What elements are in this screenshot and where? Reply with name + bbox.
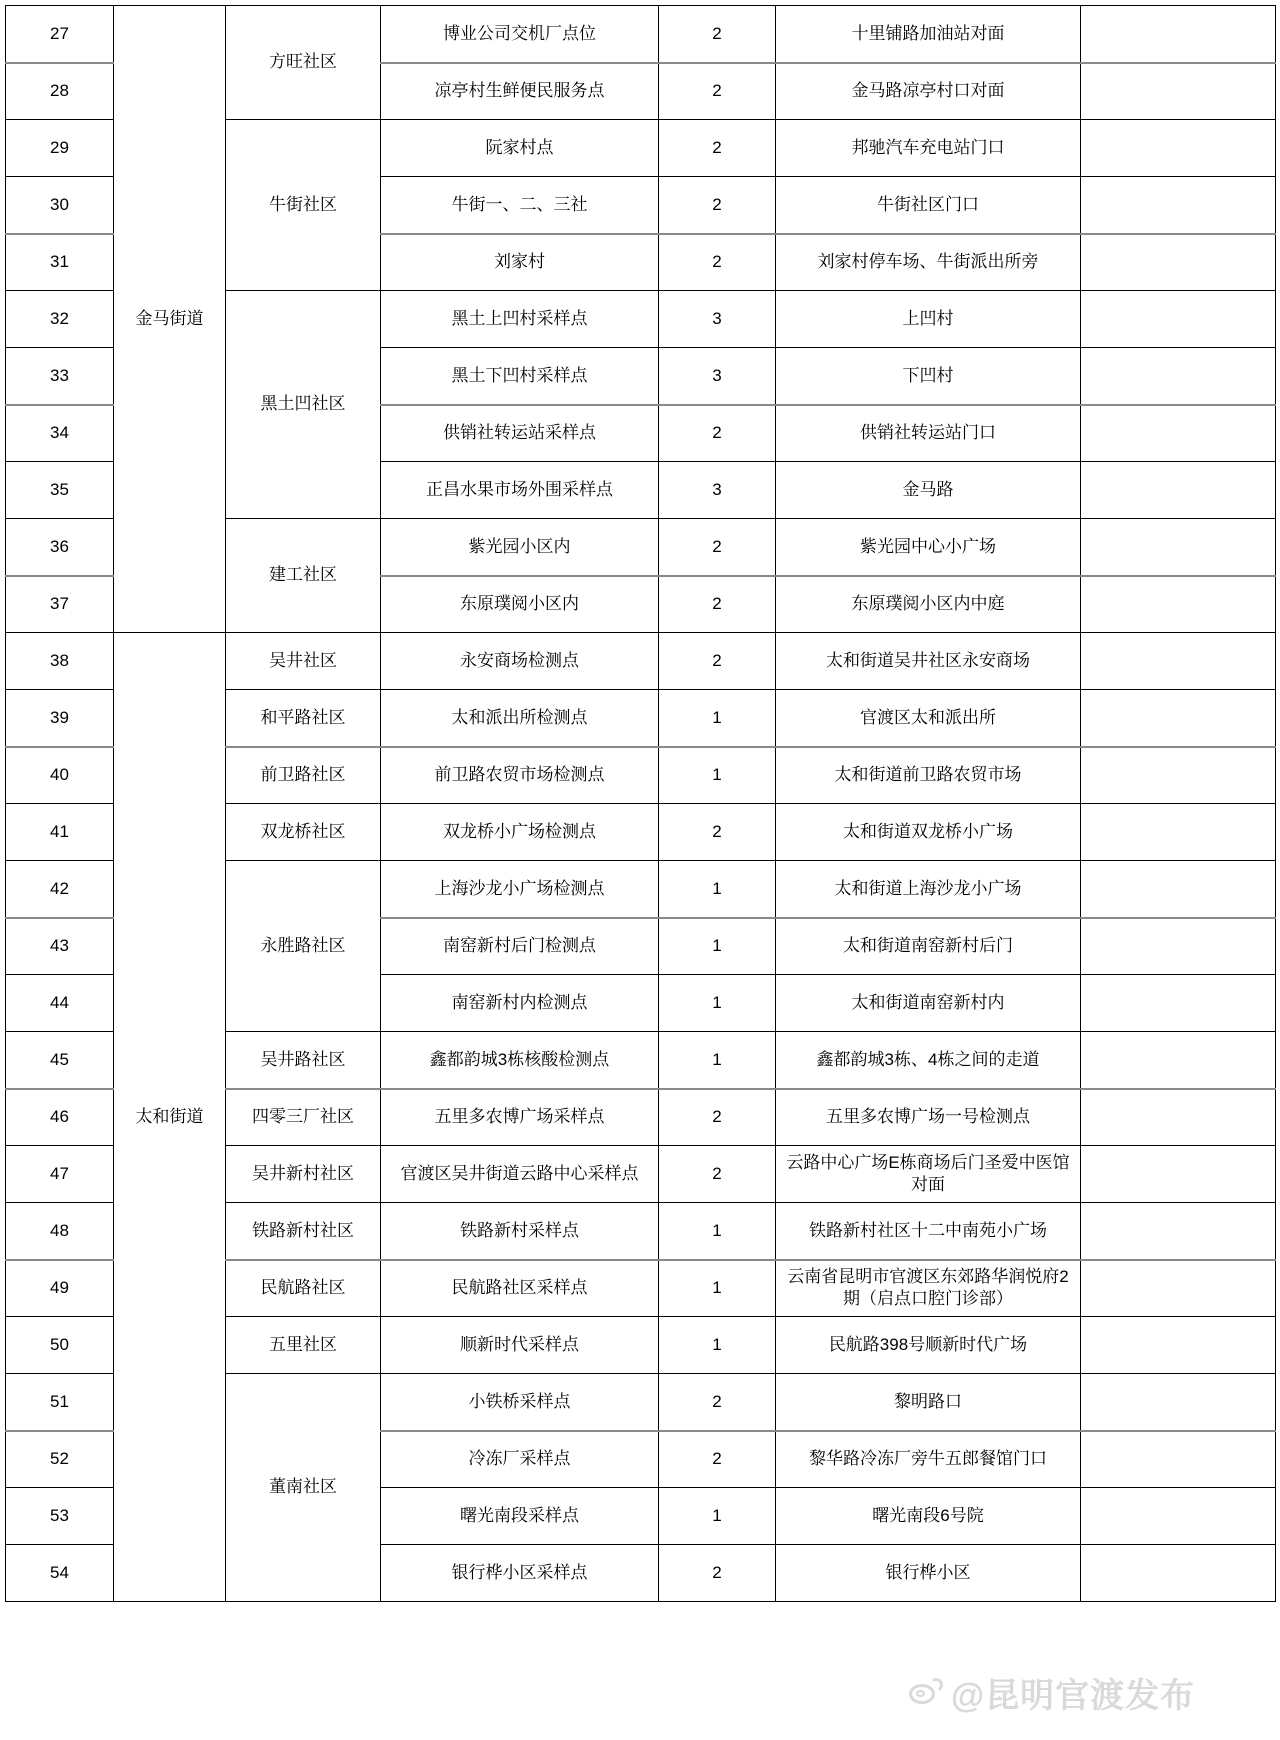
site-count: 3 bbox=[659, 348, 776, 405]
row-number: 49 bbox=[6, 1260, 114, 1317]
note-cell bbox=[1081, 861, 1276, 918]
note-cell bbox=[1081, 1488, 1276, 1545]
note-cell bbox=[1081, 1431, 1276, 1488]
site-name: 曙光南段采样点 bbox=[381, 1488, 659, 1545]
row-number: 45 bbox=[6, 1032, 114, 1089]
community-cell-niujie: 牛街社区 bbox=[226, 120, 381, 291]
site-name: 永安商场检测点 bbox=[381, 633, 659, 690]
row-number: 47 bbox=[6, 1146, 114, 1203]
site-name: 黑土上凹村采样点 bbox=[381, 291, 659, 348]
site-count: 1 bbox=[659, 861, 776, 918]
site-count: 2 bbox=[659, 1146, 776, 1203]
note-cell bbox=[1081, 1032, 1276, 1089]
site-name: 南窑新村后门检测点 bbox=[381, 918, 659, 975]
community-cell-jiangong: 建工社区 bbox=[226, 519, 381, 633]
site-address: 东原璞阅小区内中庭 bbox=[776, 576, 1081, 633]
note-cell bbox=[1081, 1203, 1276, 1260]
site-name: 铁路新村采样点 bbox=[381, 1203, 659, 1260]
site-address: 官渡区太和派出所 bbox=[776, 690, 1081, 747]
note-cell bbox=[1081, 462, 1276, 519]
site-address: 太和街道南窑新村后门 bbox=[776, 918, 1081, 975]
row-number: 29 bbox=[6, 120, 114, 177]
site-count: 2 bbox=[659, 1431, 776, 1488]
community-cell-wuli: 五里社区 bbox=[226, 1317, 381, 1374]
note-cell bbox=[1081, 975, 1276, 1032]
note-cell bbox=[1081, 1317, 1276, 1374]
community-cell-wujing: 吴井社区 bbox=[226, 633, 381, 690]
community-cell-shuanglongqiao: 双龙桥社区 bbox=[226, 804, 381, 861]
note-cell bbox=[1081, 1545, 1276, 1602]
street-cell-jinma: 金马街道 bbox=[114, 6, 226, 633]
row-number: 28 bbox=[6, 63, 114, 120]
site-count: 1 bbox=[659, 975, 776, 1032]
community-cell-dongnan: 董南社区 bbox=[226, 1374, 381, 1602]
site-name: 上海沙龙小广场检测点 bbox=[381, 861, 659, 918]
row-number: 30 bbox=[6, 177, 114, 234]
row-number: 54 bbox=[6, 1545, 114, 1602]
note-cell bbox=[1081, 6, 1276, 63]
site-count: 2 bbox=[659, 633, 776, 690]
site-name: 太和派出所检测点 bbox=[381, 690, 659, 747]
site-name: 南窑新村内检测点 bbox=[381, 975, 659, 1032]
site-name: 五里多农博广场采样点 bbox=[381, 1089, 659, 1146]
note-cell bbox=[1081, 576, 1276, 633]
row-number: 37 bbox=[6, 576, 114, 633]
community-cell-wujinglu: 吴井路社区 bbox=[226, 1032, 381, 1089]
row-number: 27 bbox=[6, 6, 114, 63]
row-number: 42 bbox=[6, 861, 114, 918]
site-address: 太和街道前卫路农贸市场 bbox=[776, 747, 1081, 804]
site-address: 紫光园中心小广场 bbox=[776, 519, 1081, 576]
note-cell bbox=[1081, 804, 1276, 861]
site-count: 1 bbox=[659, 1317, 776, 1374]
site-address: 五里多农博广场一号检测点 bbox=[776, 1089, 1081, 1146]
community-cell-heituwa: 黑土凹社区 bbox=[226, 291, 381, 519]
row-number: 41 bbox=[6, 804, 114, 861]
community-cell-yongshenglu: 永胜路社区 bbox=[226, 861, 381, 1032]
site-name: 牛街一、二、三社 bbox=[381, 177, 659, 234]
site-address: 黎明路口 bbox=[776, 1374, 1081, 1431]
site-name: 顺新时代采样点 bbox=[381, 1317, 659, 1374]
community-cell-tieluxincun: 铁路新村社区 bbox=[226, 1203, 381, 1260]
note-cell bbox=[1081, 234, 1276, 291]
row-number: 33 bbox=[6, 348, 114, 405]
site-count: 2 bbox=[659, 1089, 776, 1146]
site-count: 3 bbox=[659, 462, 776, 519]
note-cell bbox=[1081, 1260, 1276, 1317]
site-count: 2 bbox=[659, 576, 776, 633]
note-cell bbox=[1081, 1374, 1276, 1431]
site-name: 正昌水果市场外围采样点 bbox=[381, 462, 659, 519]
street-cell-taihe: 太和街道 bbox=[114, 633, 226, 1602]
note-cell bbox=[1081, 177, 1276, 234]
site-count: 2 bbox=[659, 234, 776, 291]
site-address: 金马路 bbox=[776, 462, 1081, 519]
site-address: 铁路新村社区十二中南苑小广场 bbox=[776, 1203, 1081, 1260]
site-address: 太和街道南窑新村内 bbox=[776, 975, 1081, 1032]
note-cell bbox=[1081, 918, 1276, 975]
site-address: 云路中心广场E栋商场后门圣爱中医馆对面 bbox=[776, 1146, 1081, 1203]
row-number: 53 bbox=[6, 1488, 114, 1545]
site-count: 1 bbox=[659, 1488, 776, 1545]
site-name: 前卫路农贸市场检测点 bbox=[381, 747, 659, 804]
note-cell bbox=[1081, 63, 1276, 120]
site-name: 银行桦小区采样点 bbox=[381, 1545, 659, 1602]
site-name: 阮家村点 bbox=[381, 120, 659, 177]
table-row bbox=[6, 6, 1276, 63]
note-cell bbox=[1081, 1146, 1276, 1203]
row-number: 43 bbox=[6, 918, 114, 975]
community-cell-hepinglu: 和平路社区 bbox=[226, 690, 381, 747]
community-cell-minhanglu: 民航路社区 bbox=[226, 1260, 381, 1317]
weibo-watermark bbox=[905, 1668, 1195, 1717]
site-name: 博业公司交机厂点位 bbox=[381, 6, 659, 63]
site-address: 太和街道双龙桥小广场 bbox=[776, 804, 1081, 861]
site-address: 民航路398号顺新时代广场 bbox=[776, 1317, 1081, 1374]
site-name: 刘家村 bbox=[381, 234, 659, 291]
row-number: 52 bbox=[6, 1431, 114, 1488]
site-count: 1 bbox=[659, 690, 776, 747]
community-cell-wujingxincun: 吴井新村社区 bbox=[226, 1146, 381, 1203]
site-address: 金马路凉亭村口对面 bbox=[776, 63, 1081, 120]
row-number: 39 bbox=[6, 690, 114, 747]
site-address: 下凹村 bbox=[776, 348, 1081, 405]
row-number: 32 bbox=[6, 291, 114, 348]
site-name: 供销社转运站采样点 bbox=[381, 405, 659, 462]
site-address: 云南省昆明市官渡区东郊路华润悦府2期（启点口腔门诊部） bbox=[776, 1260, 1081, 1317]
site-count: 2 bbox=[659, 63, 776, 120]
site-address: 邦驰汽车充电站门口 bbox=[776, 120, 1081, 177]
note-cell bbox=[1081, 747, 1276, 804]
site-count: 2 bbox=[659, 177, 776, 234]
site-name: 黑土下凹村采样点 bbox=[381, 348, 659, 405]
table-row bbox=[6, 633, 1276, 690]
community-cell-siling3chang: 四零三厂社区 bbox=[226, 1089, 381, 1146]
site-address: 曙光南段6号院 bbox=[776, 1488, 1081, 1545]
row-number: 36 bbox=[6, 519, 114, 576]
site-address: 太和街道上海沙龙小广场 bbox=[776, 861, 1081, 918]
site-count: 1 bbox=[659, 918, 776, 975]
row-number: 40 bbox=[6, 747, 114, 804]
note-cell bbox=[1081, 405, 1276, 462]
site-address: 供销社转运站门口 bbox=[776, 405, 1081, 462]
site-address: 十里铺路加油站对面 bbox=[776, 6, 1081, 63]
site-address: 上凹村 bbox=[776, 291, 1081, 348]
row-number: 34 bbox=[6, 405, 114, 462]
site-name: 凉亭村生鲜便民服务点 bbox=[381, 63, 659, 120]
site-name: 官渡区吴井街道云路中心采样点 bbox=[381, 1146, 659, 1203]
note-cell bbox=[1081, 519, 1276, 576]
note-cell bbox=[1081, 120, 1276, 177]
site-count: 2 bbox=[659, 405, 776, 462]
site-count: 1 bbox=[659, 1032, 776, 1089]
community-cell-qianweilu: 前卫路社区 bbox=[226, 747, 381, 804]
site-name: 双龙桥小广场检测点 bbox=[381, 804, 659, 861]
note-cell bbox=[1081, 633, 1276, 690]
site-count: 3 bbox=[659, 291, 776, 348]
site-address: 银行桦小区 bbox=[776, 1545, 1081, 1602]
site-address: 刘家村停车场、牛街派出所旁 bbox=[776, 234, 1081, 291]
weibo-logo-icon bbox=[905, 1678, 945, 1708]
site-address: 鑫都韵城3栋、4栋之间的走道 bbox=[776, 1032, 1081, 1089]
community-cell-fangwang: 方旺社区 bbox=[226, 6, 381, 120]
table-body bbox=[6, 6, 1276, 1602]
row-number: 35 bbox=[6, 462, 114, 519]
site-count: 2 bbox=[659, 519, 776, 576]
note-cell bbox=[1081, 1089, 1276, 1146]
site-count: 2 bbox=[659, 1545, 776, 1602]
note-cell bbox=[1081, 348, 1276, 405]
site-address: 牛街社区门口 bbox=[776, 177, 1081, 234]
site-name: 小铁桥采样点 bbox=[381, 1374, 659, 1431]
site-count: 1 bbox=[659, 1260, 776, 1317]
row-number: 48 bbox=[6, 1203, 114, 1260]
site-count: 2 bbox=[659, 120, 776, 177]
site-name: 鑫都韵城3栋核酸检测点 bbox=[381, 1032, 659, 1089]
site-name: 民航路社区采样点 bbox=[381, 1260, 659, 1317]
site-address: 太和街道吴井社区永安商场 bbox=[776, 633, 1081, 690]
row-number: 38 bbox=[6, 633, 114, 690]
row-number: 44 bbox=[6, 975, 114, 1032]
site-name: 东原璞阅小区内 bbox=[381, 576, 659, 633]
site-count: 2 bbox=[659, 6, 776, 63]
sampling-site-table bbox=[5, 5, 1276, 1602]
site-count: 2 bbox=[659, 1374, 776, 1431]
row-number: 51 bbox=[6, 1374, 114, 1431]
site-count: 1 bbox=[659, 1203, 776, 1260]
site-name: 冷冻厂采样点 bbox=[381, 1431, 659, 1488]
row-number: 50 bbox=[6, 1317, 114, 1374]
site-count: 2 bbox=[659, 804, 776, 861]
row-number: 31 bbox=[6, 234, 114, 291]
site-address: 黎华路冷冻厂旁牛五郎餐馆门口 bbox=[776, 1431, 1081, 1488]
site-count: 1 bbox=[659, 747, 776, 804]
row-number: 46 bbox=[6, 1089, 114, 1146]
watermark-text: @昆明官渡发布 bbox=[951, 1677, 1196, 1715]
site-name: 紫光园小区内 bbox=[381, 519, 659, 576]
note-cell bbox=[1081, 690, 1276, 747]
note-cell bbox=[1081, 291, 1276, 348]
